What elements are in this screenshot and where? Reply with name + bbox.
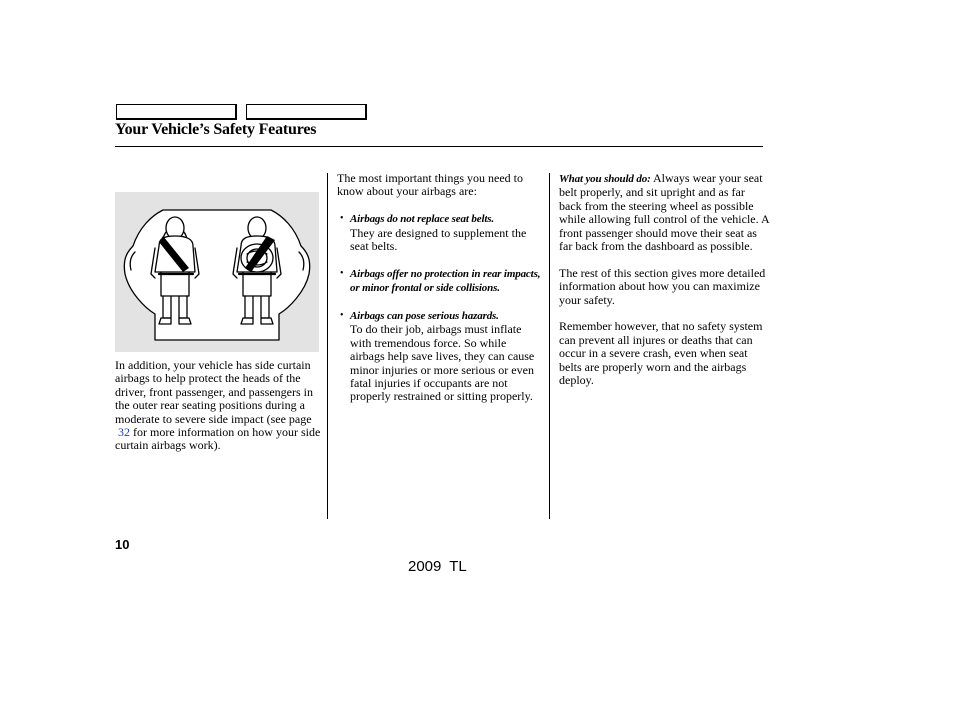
page-reference-link[interactable]: 32 [118,425,130,440]
bullet-heading: Airbags offer no protection in rear impacts, or minor frontal or side collisions. [350,267,541,295]
bullet-icon: • [340,310,344,322]
airbag-facts-column [337,172,543,404]
airbag-facts-intro: The most important things you need to know about your airbags are: [337,171,523,199]
bullet-heading: Airbags do not replace seat belts. [350,213,495,226]
nav-tab-previous[interactable] [116,104,237,120]
bullet-heading: Airbags can pose serious hazards. [350,310,499,323]
list-item [337,267,543,296]
footer-model-label: 2009 TL [408,558,467,575]
car-occupants-seatbelt-airbag-icon [115,192,319,352]
airbag-facts-list [337,212,543,404]
advice-paragraph-2: The rest of this section gives more detailed information about how you can maximize your safety. [559,265,766,307]
bullet-icon: • [340,213,344,225]
bullet-body: To do their job, airbags must inflate with tremendous force. So while airbags help save lives, they can cause minor injuries or more serious or even fatal injuries if occupants are not properly restrained or sitting properly. [350,322,535,404]
nav-tab-next[interactable] [246,104,367,120]
advice-paragraph-3: Remember however, that no safety system can prevent all injures or deaths that can occur in a severe crash, even when seat belts are properly worn and the airbags deploy. [559,319,763,388]
list-item [337,309,543,404]
title-divider [115,146,763,147]
bullet-body: They are designed to supplement the seat belts. [350,225,527,254]
list-item [337,212,543,253]
col1-text-before-link: In addition, your vehicle has side curtain airbags to help protect the heads of the driver, front passenger, and passengers in the outer rear seating positions during a moderate to severe side impact (see page [115,358,313,426]
bullet-icon: • [340,267,344,279]
advice-paragraph-1: Always wear your seat belt properly, and sit upright and as far back from the steering wheel as possible while allowing full control of the vehicle. A front passenger should move their seat as far back from the dashboard as possible. [559,171,769,254]
column-divider-1 [327,173,328,519]
column-divider-2 [549,173,550,519]
page-number: 10 [115,537,130,552]
col1-text-after-link: for more information on how your side curtain airbags work). [115,425,321,453]
side-curtain-airbag-text [115,359,323,453]
safety-advice-column [559,172,769,387]
page-title: Your Vehicle’s Safety Features [115,121,317,138]
what-you-should-do-paragraph [559,172,769,253]
lead-in-heading: What you should do: [559,173,651,185]
